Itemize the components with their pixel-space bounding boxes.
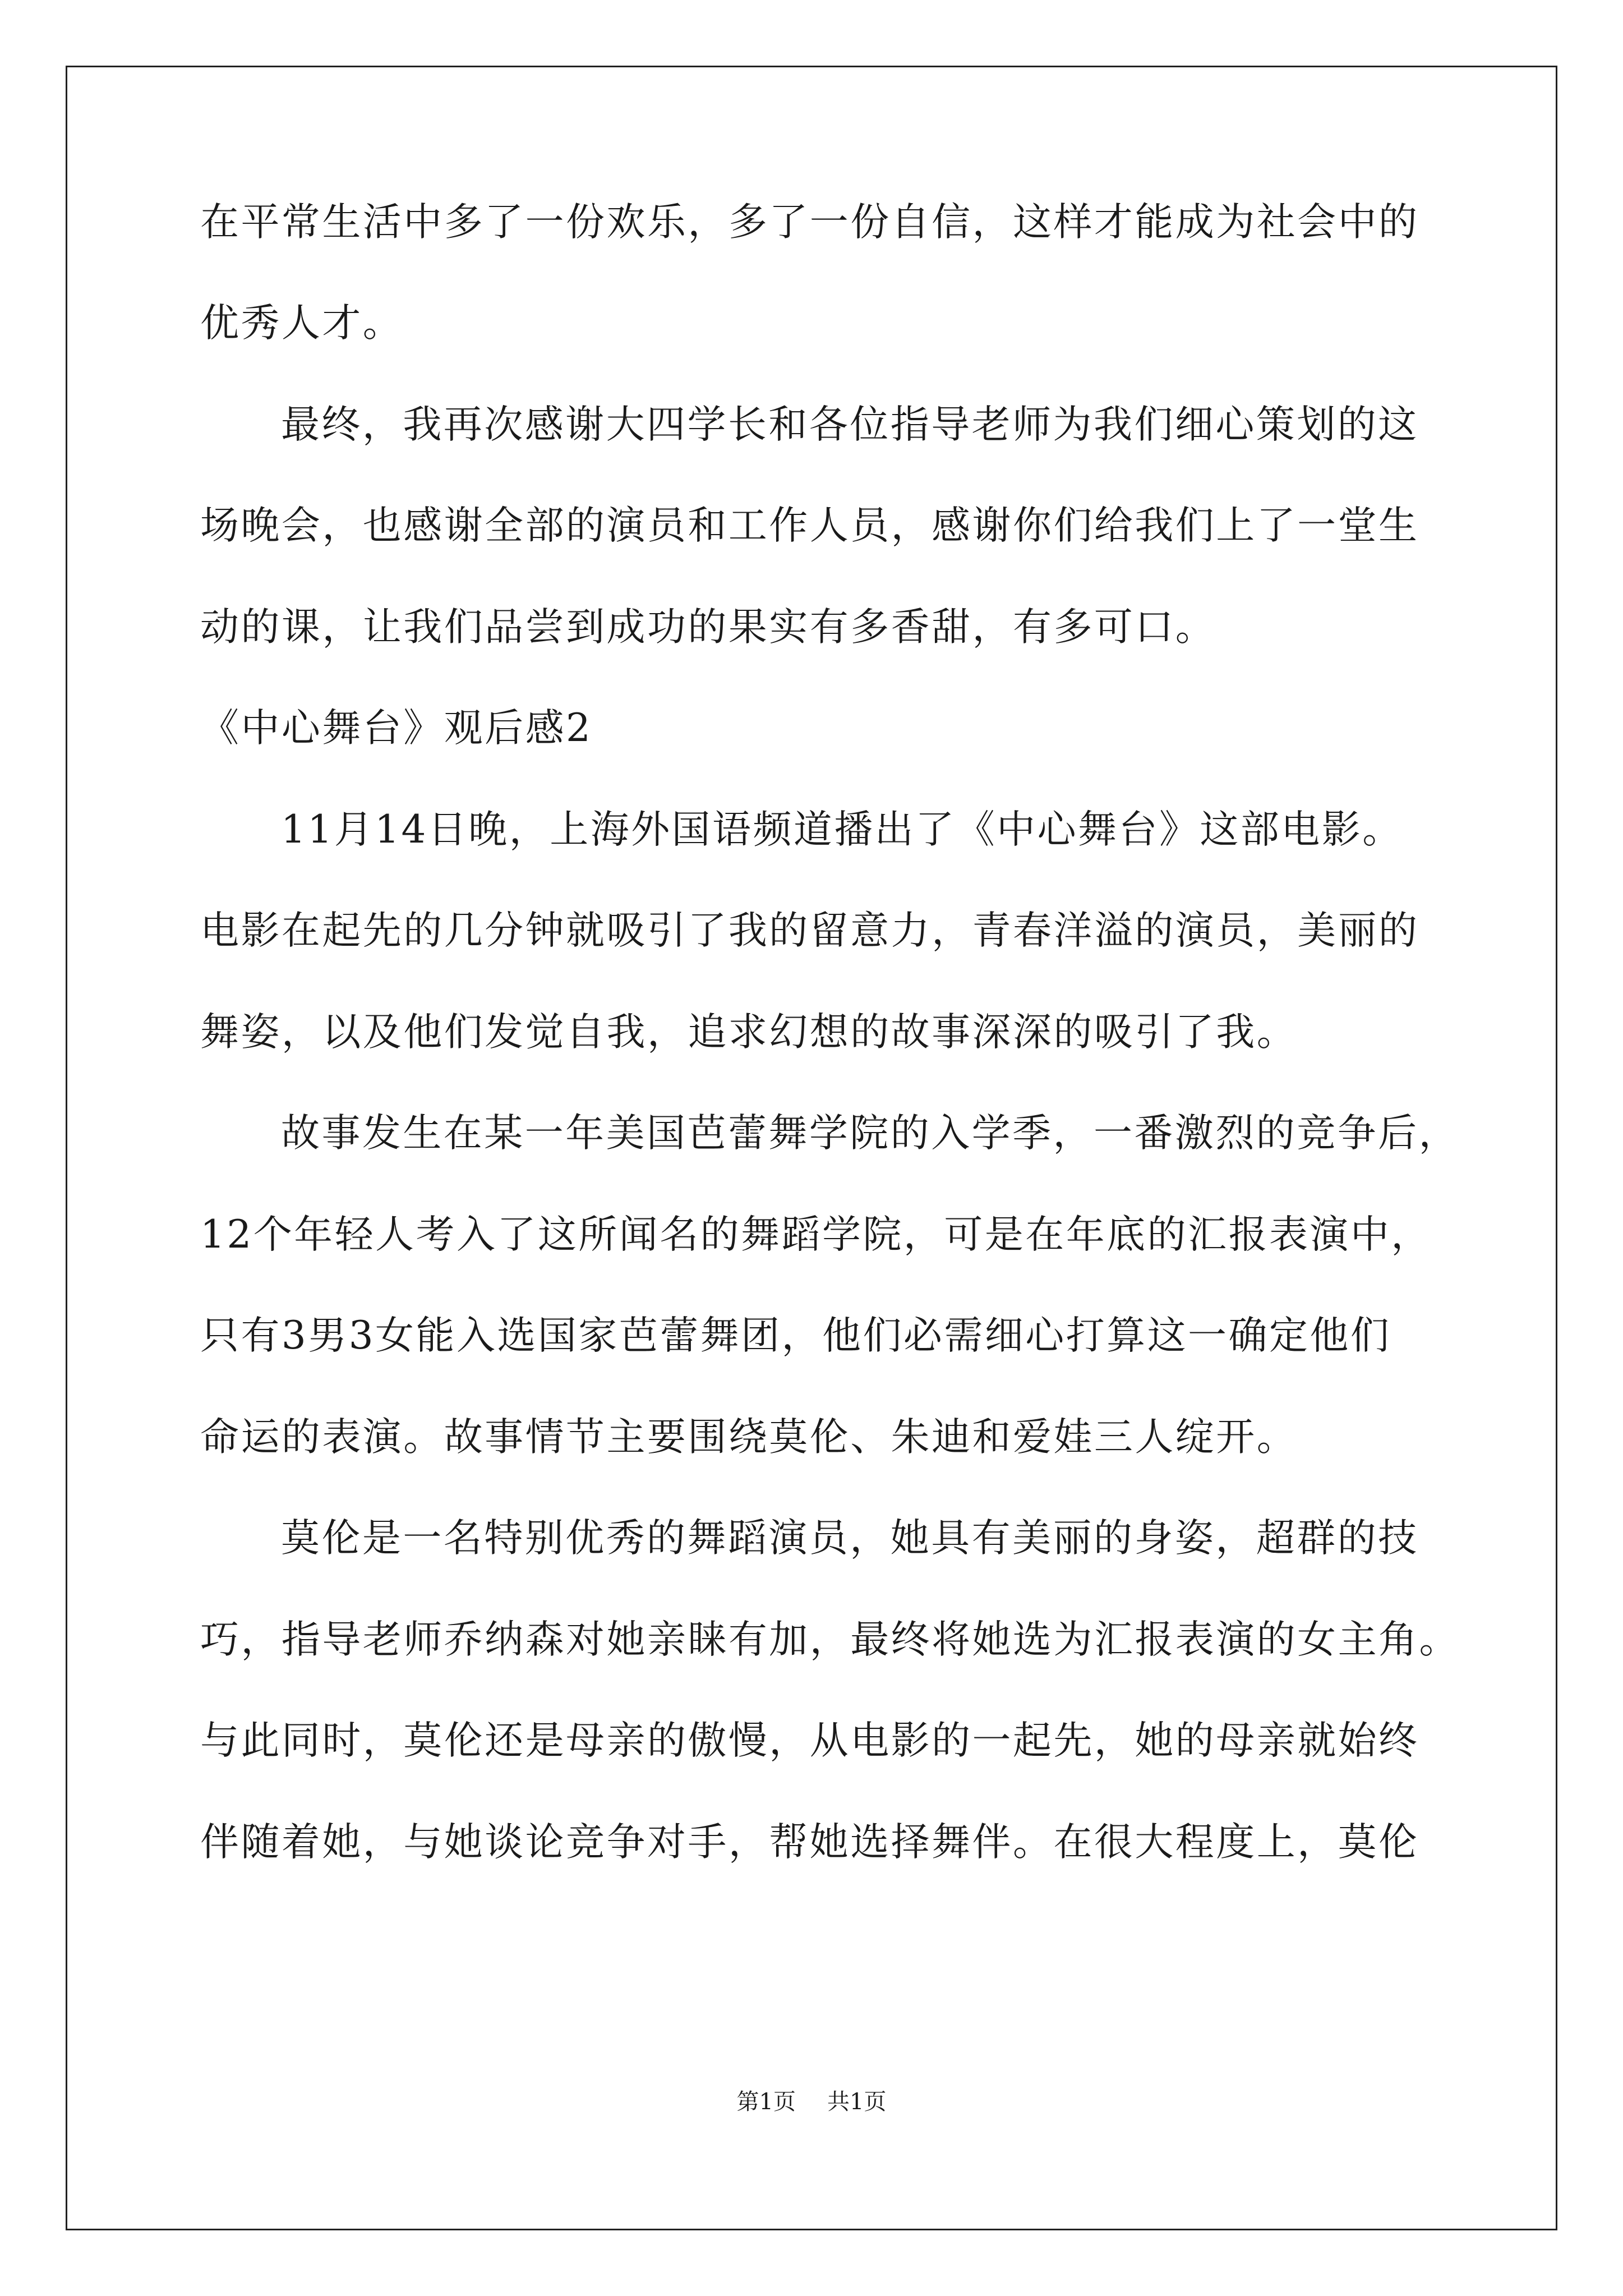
paragraph-start-line: 11月14日晚，上海外国语频道播出了《中心舞台》这部电影。 bbox=[281, 807, 1403, 852]
page-number: 第1页 bbox=[736, 2089, 796, 2115]
text-line: 与此同时，莫伦还是母亲的傲慢，从电影的一起先，她的母亲就始终 bbox=[200, 1718, 1419, 1763]
page-total: 共1页 bbox=[827, 2089, 887, 2115]
paragraph-start-line: 莫伦是一名特别优秀的舞蹈演员，她具有美丽的身姿，超群的技 bbox=[281, 1516, 1419, 1561]
page-footer bbox=[0, 2091, 1623, 2113]
text-line: 伴随着她，与她谈论竞争对手，帮她选择舞伴。在很大程度上，莫伦 bbox=[200, 1820, 1419, 1865]
text-line: 巧，指导老师乔纳森对她亲睐有加，最终将她选为汇报表演的女主角。 bbox=[200, 1617, 1460, 1662]
text-line: 在平常生活中多了一份欢乐，多了一份自信，这样才能成为社会中的 bbox=[200, 200, 1419, 245]
paragraph-start-line: 最终，我再次感谢大四学长和各位指导老师为我们细心策划的这 bbox=[281, 402, 1419, 447]
section-heading: 《中心舞台》观后感2 bbox=[200, 706, 593, 751]
text-line: 只有3男3女能入选国家芭蕾舞团，他们必需细心打算这一确定他们 bbox=[200, 1313, 1391, 1358]
paragraph-start-line: 故事发生在某一年美国芭蕾舞学院的入学季，一番激烈的竞争后， bbox=[281, 1111, 1460, 1156]
text-line: 12个年轻人考入了这所闻名的舞蹈学院，可是在年底的汇报表演中， bbox=[200, 1212, 1432, 1257]
text-line: 动的课，让我们品尝到成功的果实有多香甜，有多可口。 bbox=[200, 605, 1216, 650]
text-line: 命运的表演。故事情节主要围绕莫伦、朱迪和爱娃三人绽开。 bbox=[200, 1415, 1298, 1460]
text-line: 舞姿，以及他们发觉自我，追求幻想的故事深深的吸引了我。 bbox=[200, 1010, 1298, 1055]
text-line: 电影在起先的几分钟就吸引了我的留意力，青春洋溢的演员，美丽的 bbox=[200, 908, 1419, 953]
text-line: 优秀人才。 bbox=[200, 301, 404, 346]
text-line: 场晚会，也感谢全部的演员和工作人员，感谢你们给我们上了一堂生 bbox=[200, 503, 1419, 548]
